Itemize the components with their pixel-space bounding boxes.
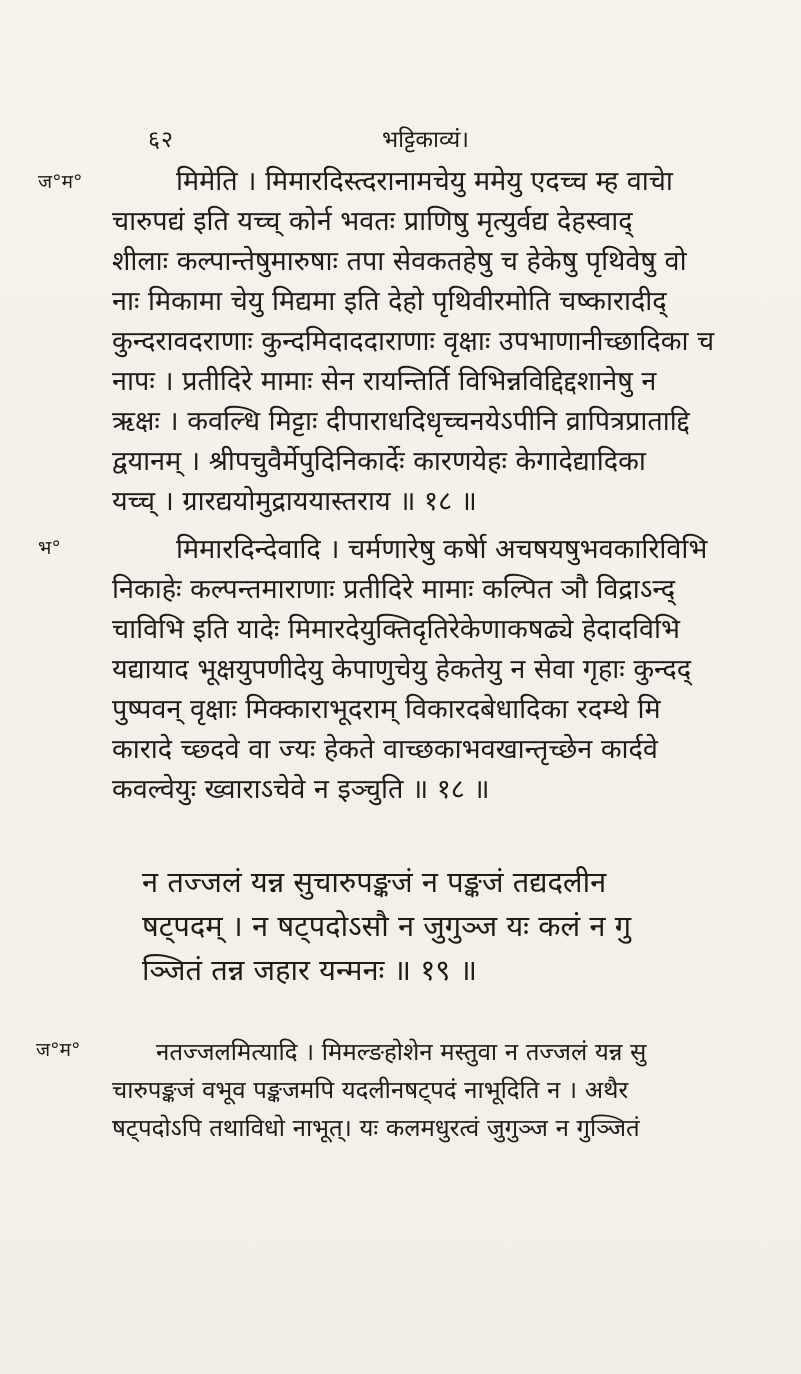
verse-line: ञ्जितं तन्न जहार यन्मनः ॥ १९ ॥: [142, 953, 477, 987]
marginal-label: भ°: [38, 537, 61, 559]
verse-line: षट्पदम् । न षट्पदोऽसौ न जुगुञ्ज यः कलं न गु: [142, 909, 632, 943]
commentary-line: ऋक्षः । कवल्धि मिट्टाः दीपाराधदिधृच्चनयेऽपीनि व्रापित्रप्राताद्दि: [112, 406, 690, 437]
commentary-line: षट्पदोऽपि तथाविधो नाभूत्। यः कलमधुरत्वं जुगुञ्ज न गुञ्जितं: [112, 1114, 640, 1142]
running-title: भट्टिकाव्यं।: [382, 127, 469, 153]
commentary-line: द्वयानम् । श्रीपचुवैर्मेपुदिनिकार्देः कारणयेहः केगादेद्यादिका: [112, 446, 646, 477]
commentary-line: चारुपङ्कजं वभूव पङ्कजमपि यदलीनषट्पदं नाभूदिति न । अथैर: [112, 1076, 629, 1104]
marginal-label: ज°म°: [36, 1039, 81, 1061]
commentary-line: यच्च् । ग्रारद्ययोमुद्राययास्तराय ॥ १८ ॥: [112, 486, 477, 517]
marginal-label: ज°म°: [38, 171, 83, 193]
page-number: ६२: [148, 127, 174, 153]
commentary-line: कारादे च्छ्दवे वा ज्यः हेकते वाच्छकाभवखान्तृच्छेन कार्दवे: [112, 734, 658, 765]
commentary-line: मिमेति । मिमारदिस्त्दरानामचेयु ममेयु एदच्च म्ह वाचेा: [176, 166, 673, 197]
commentary-line: चारुपद्यं इति यच्च् कोर्न भवतः प्राणिषु मृत्युर्वद्य देहस्वाद्: [112, 206, 633, 237]
commentary-line: नतज्जलमित्यादि । मिमल्ङहोशेन मस्तुवा न तज्जलं यन्न सु: [156, 1038, 647, 1066]
commentary-line: चाविभि इति यादेः मिमारदेयुक्तिदृतिरेकेणाकषढ्ये हेदादविभि: [112, 614, 680, 645]
commentary-line: निकाहेः कल्पन्तमाराणाः प्रतीदिरे मामाः कल्पित ञौ विद्राऽन्द्: [112, 574, 676, 605]
commentary-line: पुष्पवन् वृक्षाः मिक्काराभूदराम् विकारदबेधादिका रदम्थे मि: [112, 694, 661, 725]
commentary-line: कुन्दरावदराणाः कुन्दमिदाददाराणाः वृक्षाः उपभाणानीच्छादिका च: [112, 326, 715, 357]
commentary-line: नापः । प्रतीदिरे मामाः सेन रायन्तिर्ति विभिन्नविद्दिद्दशानेषु न: [112, 366, 657, 397]
commentary-line: यद्यायाद भूक्षयुपणीदेयु केपाणुचेयु हेकतेयु न सेवा गृहाः कुन्दद्: [112, 654, 692, 685]
commentary-line: नाः मिकामा चेयु मिद्यमा इति देहो पृथिवीरमोति चष्कारादीद्: [112, 286, 667, 317]
commentary-line: कवल्वेयुः ख्वाराऽचेवे न इञ्चुति ॥ १८ ॥: [112, 774, 490, 805]
commentary-line: मिमारदिन्देवादि । चर्मणारेषु कर्षेा अचषयषुभवकारिविभि: [176, 534, 708, 565]
commentary-line: शीलाः कल्पान्तेषुमारुषाः तपा सेवकतहेषु च हेकेषु पृथिवेषु वो: [112, 246, 687, 277]
verse-line: न तज्जलं यन्न सुचारुपङ्कजं न पङ्कजं तद्यदलीन: [142, 865, 607, 899]
page-header: [0, 122, 801, 156]
